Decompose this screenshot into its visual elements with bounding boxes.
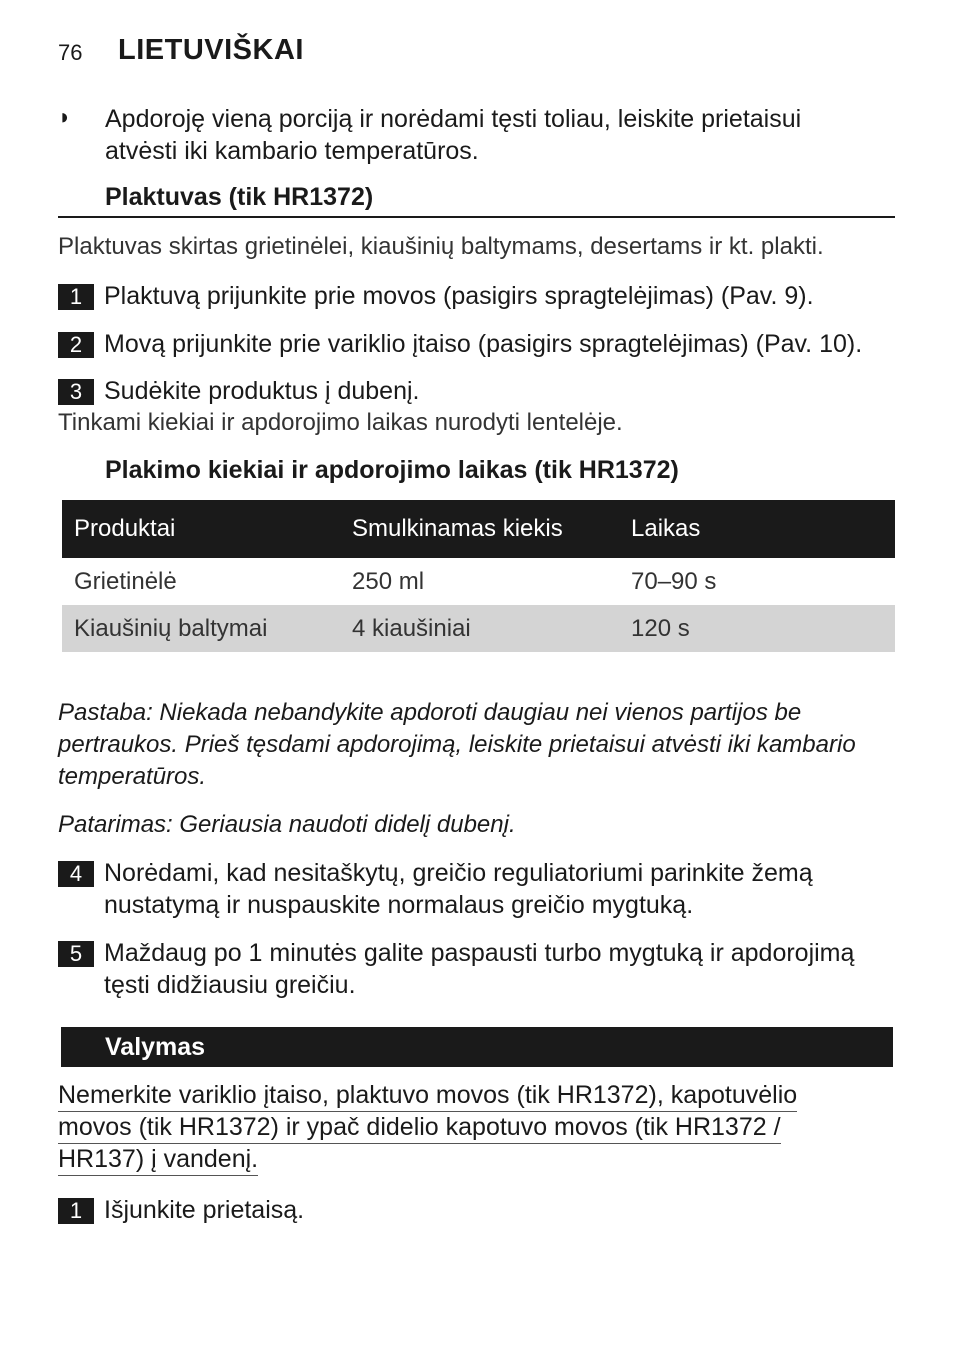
step-text: Sudėkite produktus į dubenį.: [104, 377, 420, 405]
step-3: [58, 375, 894, 407]
step-number: 1: [58, 1198, 94, 1224]
step-text: Movą prijunkite prie variklio įtaiso (pasigirs spragtelėjimas) (Pav. 10).: [104, 330, 863, 358]
step-2: [58, 328, 904, 360]
bullet-icon: ◗: [58, 104, 72, 129]
cleaning-section-header: [61, 1027, 893, 1067]
step-text: Plaktuvą prijunkite prie movos (pasigirs spragtelėjimas) (Pav. 9).: [104, 282, 814, 310]
cell-product: Kiaušinių baltymai: [62, 605, 340, 652]
cell-quantity: 4 kiaušiniai: [340, 605, 619, 652]
table-title: Plakimo kiekiai ir apdorojimo laikas (tik HR1372): [105, 456, 679, 484]
cleaning-step-1: [58, 1194, 894, 1226]
col-header-time: Laikas: [619, 500, 895, 558]
step-number: 2: [58, 332, 94, 358]
step-number: 3: [58, 379, 94, 405]
step-number: 4: [58, 861, 94, 887]
step-3-note: Tinkami kiekiai ir apdorojimo laikas nurodyti lentelėje.: [58, 409, 623, 436]
cell-time: 70–90 s: [631, 567, 717, 595]
language-heading: LIETUVIŠKAI: [118, 34, 304, 66]
step-number: 5: [58, 941, 94, 967]
col-header-quantity: Smulkinamas kiekis: [340, 500, 619, 558]
step-text: Norėdami, kad nesitaškytų, greičio reguliatoriumi parinkite žemą nustatymą ir nuspauskite normalaus greičio mygtuką.: [104, 859, 813, 919]
step-1: [58, 280, 894, 312]
step-5: [58, 937, 894, 1001]
whisk-description: Plaktuvas skirtas grietinėlei, kiaušinių baltymams, desertams ir kt. plakti.: [58, 233, 824, 260]
whisk-section-title: Plaktuvas (tik HR1372): [105, 183, 374, 211]
page-number: 76: [58, 40, 83, 65]
tip-paragraph: Patarimas: Geriausia naudoti didelį dubenį.: [58, 811, 516, 838]
table-row: [62, 605, 895, 652]
table-row: [62, 558, 895, 605]
cell-quantity: 250 ml: [352, 567, 425, 595]
step-text: Išjunkite prietaisą.: [104, 1196, 305, 1224]
quantities-table: [62, 500, 895, 652]
note-paragraph: Pastaba: Niekada nebandykite apdoroti daugiau nei vienos partijos be pertraukos. Prieš tęsdami apdorojimą, leiskite prietaisui atvėsti iki kambario temperatūros.: [58, 699, 856, 790]
col-header-product: Produktai: [62, 500, 340, 558]
step-number: 1: [58, 284, 94, 310]
cell-time: 120 s: [619, 605, 895, 652]
cleaning-section-title: Valymas: [105, 1033, 206, 1061]
section-rule: [58, 216, 895, 218]
table-header-row: [62, 500, 895, 558]
cell-product: Grietinėlė: [74, 567, 177, 595]
intro-bullet-text: Apdoroję vieną porciją ir norėdami tęsti toliau, leiskite prietaisui atvėsti iki kambario temperatūros.: [105, 105, 802, 165]
step-4: [58, 857, 894, 921]
cleaning-warning: Nemerkite variklio įtaiso, plaktuvo movos (tik HR1372), kapotuvėlio movos (tik HR1372) ir ypač didelio kapotuvo movos (tik HR1372 / HR137) į vandenį.: [58, 1080, 797, 1176]
step-text: Maždaug po 1 minutės galite paspausti turbo mygtuką ir apdorojimą tęsti didžiausiu greičiu.: [104, 939, 855, 999]
